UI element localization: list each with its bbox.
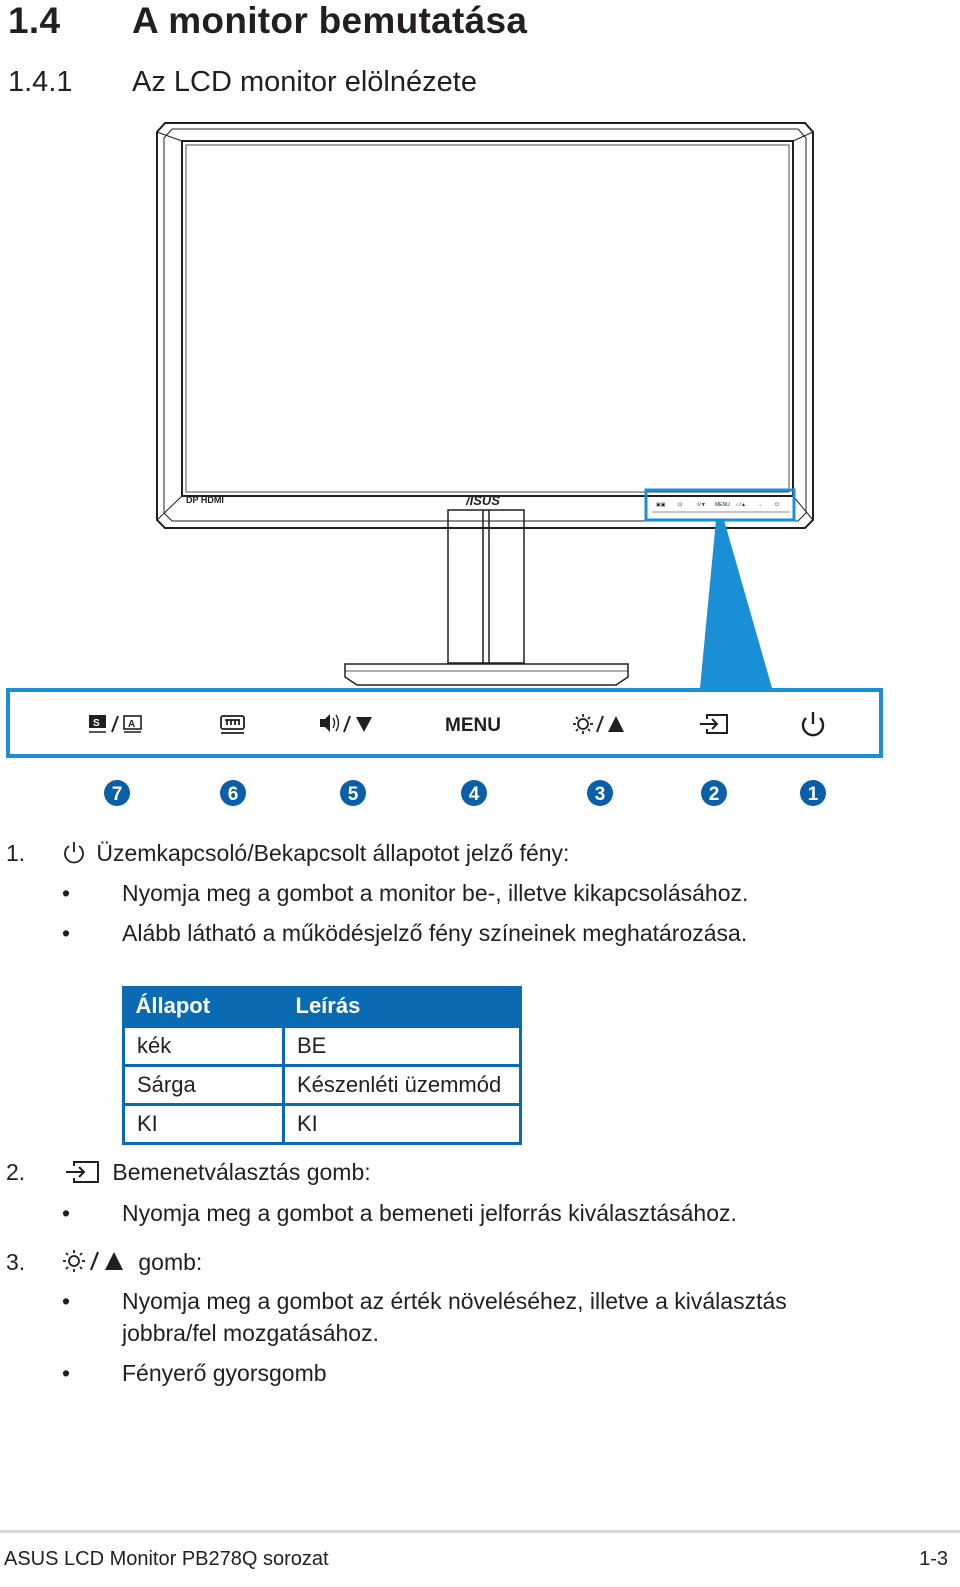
monitor-front-view-figure xyxy=(0,115,960,815)
item-title: gomb: xyxy=(138,1249,203,1275)
button-number-badges xyxy=(104,780,826,806)
power-light-status-table xyxy=(122,986,522,1145)
footer-title: ASUS LCD Monitor PB278Q sorozat xyxy=(4,1548,329,1570)
subsection-title: Az LCD monitor elölnézete xyxy=(132,66,477,98)
monitor-stand xyxy=(345,510,628,685)
badge-6 xyxy=(220,780,246,806)
svg-text:2: 2 xyxy=(708,784,720,805)
svg-text:1: 1 xyxy=(807,784,819,805)
svg-text:S: S xyxy=(93,718,100,729)
item-title: Bemenetválasztás gomb: xyxy=(112,1159,371,1185)
footer-divider xyxy=(0,1530,960,1533)
section-title: A monitor bemutatása xyxy=(132,0,528,41)
item-number: 1. xyxy=(6,840,26,866)
menu-label: MENU xyxy=(445,715,501,736)
table-header-cell: Leírás xyxy=(284,986,521,1027)
bullet-text: Nyomja meg a gombot az érték növeléséhez, illetve a kiválasztás xyxy=(122,1288,787,1314)
asus-logo: /ISUS xyxy=(466,493,500,508)
hdmi-logo: DP HDMI xyxy=(186,495,224,505)
badge-1 xyxy=(800,780,826,806)
table-row xyxy=(124,1066,521,1105)
bullet-text: Nyomja meg a gombot a bemeneti jelforrás kiválasztásához. xyxy=(122,1200,737,1226)
callout-wedge xyxy=(700,520,772,688)
badge-5 xyxy=(340,780,366,806)
power-icon xyxy=(62,841,86,865)
subsection-number: 1.4.1 xyxy=(8,66,73,98)
bullet-text: Alább látható a működésjelző fény színeinek meghatározása. xyxy=(122,920,748,946)
bullet-item: • Nyomja meg a gombot a monitor be-, illetve kikapcsolásához. xyxy=(62,880,749,906)
badge-4 xyxy=(461,780,487,806)
svg-text:4: 4 xyxy=(468,784,480,805)
badge-3 xyxy=(587,780,613,806)
item-title: Üzemkapcsoló/Bekapcsolt állapotot jelző fény: xyxy=(96,840,570,866)
list-item-input-select xyxy=(6,1159,371,1186)
svg-text:⏻: ⏻ xyxy=(775,502,779,508)
item-number: 2. xyxy=(6,1159,26,1185)
badge-7 xyxy=(104,780,130,806)
svg-text:◊/▼: ◊/▼ xyxy=(697,502,706,508)
monitor-body xyxy=(157,123,813,528)
svg-text:☼/▲: ☼/▲ xyxy=(735,502,746,508)
badge-2 xyxy=(701,780,727,806)
section-heading xyxy=(8,0,527,42)
table-row xyxy=(124,1105,521,1144)
svg-text:7: 7 xyxy=(111,784,123,805)
table-cell: KI xyxy=(284,1105,521,1144)
bullet-item: • Alább látható a működésjelző fény színeinek meghatározása. xyxy=(62,920,748,946)
svg-text:6: 6 xyxy=(227,784,239,805)
bullet-text: Fényerő gyorsgomb xyxy=(122,1360,327,1386)
bullet-item: • Fényerő gyorsgomb xyxy=(62,1360,327,1386)
svg-text:MENU: MENU xyxy=(715,502,730,508)
section-number: 1.4 xyxy=(8,0,61,41)
input-select-icon xyxy=(62,1160,102,1184)
item-number: 3. xyxy=(6,1249,26,1275)
table-cell: Készenléti üzemmód xyxy=(284,1066,521,1105)
table-cell: KI xyxy=(124,1105,284,1144)
list-item-power xyxy=(6,840,569,867)
bullet-item: • Nyomja meg a gombot az érték növeléséhez, illetve a kiválasztás xyxy=(62,1288,787,1314)
table-cell: Sárga xyxy=(124,1066,284,1105)
table-header-row xyxy=(124,986,521,1027)
svg-text:→: → xyxy=(757,502,762,508)
bullet-text: jobbra/fel mozgatásához. xyxy=(122,1320,379,1346)
svg-text:A: A xyxy=(128,719,136,730)
svg-text:⊡: ⊡ xyxy=(678,502,683,508)
table-row xyxy=(124,1027,521,1066)
table-cell: BE xyxy=(284,1027,521,1066)
table-cell: kék xyxy=(124,1027,284,1066)
bullet-text: Nyomja meg a gombot a monitor be-, illetve kikapcsolásához. xyxy=(122,880,749,906)
bullet-item-continuation xyxy=(62,1320,379,1347)
svg-text:5: 5 xyxy=(347,784,359,805)
subsection-heading xyxy=(8,66,477,99)
bullet-item: • Nyomja meg a gombot a bemeneti jelforrás kiválasztásához. xyxy=(62,1200,737,1226)
svg-text:3: 3 xyxy=(594,784,606,805)
brightness-up-icon xyxy=(62,1248,132,1274)
bezel-mini-buttons xyxy=(652,502,790,512)
page-number: 1-3 xyxy=(919,1548,948,1570)
table-header-cell: Állapot xyxy=(124,986,284,1027)
svg-text:▣▣: ▣▣ xyxy=(656,502,666,508)
list-item-brightness-up xyxy=(6,1248,202,1276)
